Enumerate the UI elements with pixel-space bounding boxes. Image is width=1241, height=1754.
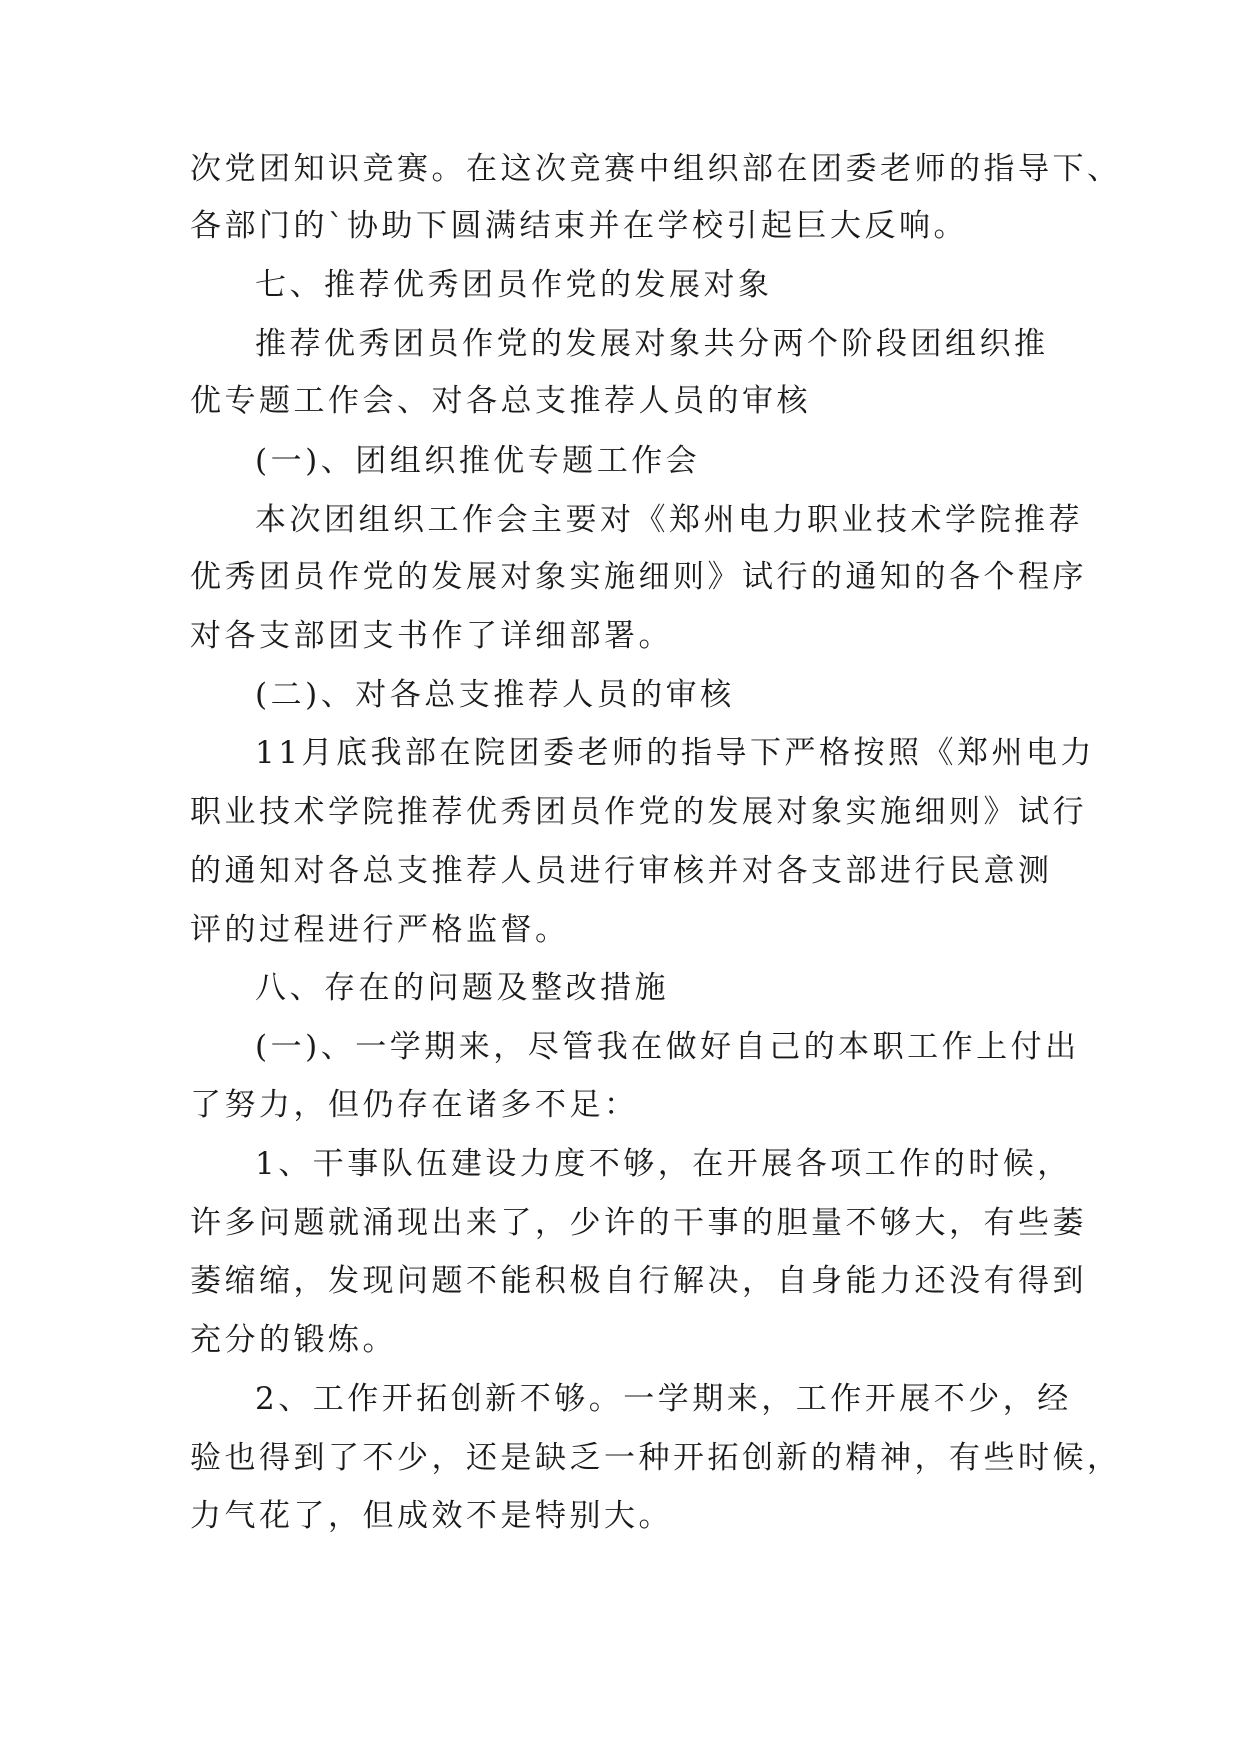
text-line: (一)、一学期来，尽管我在做好自己的本职工作上付出 [255,1029,1080,1065]
text-line: 职业技术学院推荐优秀团员作党的发展对象实施细则》试行 [190,794,1087,830]
text-line: 对各支部团支书作了详细部署。 [190,618,673,654]
section-heading: 七、推荐优秀团员作党的发展对象 [255,267,773,303]
text-line: 了努力，但仍存在诸多不足： [190,1087,639,1123]
text-line: 次党团知识竞赛。在这次竞赛中组织部在团委老师的指导下、 [190,151,1122,187]
text-line: 评的过程进行严格监督。 [190,912,570,948]
subsection-heading: (二)、对各总支推荐人员的审核 [255,677,735,713]
section-heading: 八、存在的问题及整改措施 [255,970,669,1006]
text-line: 的通知对各总支推荐人员进行审核并对各支部进行民意测 [190,853,1053,889]
text-line: 11月底我部在院团委老师的指导下严格按照《郑州电力 [255,735,1095,771]
text-line: 力气花了，但成效不是特别大。 [190,1498,673,1534]
text-line: 萎缩缩，发现问题不能积极自行解决，自身能力还没有得到 [190,1263,1087,1299]
subsection-heading: (一)、团组织推优专题工作会 [255,443,701,479]
text-line: 本次团组织工作会主要对《郑州电力职业技术学院推荐 [255,502,1083,538]
text-line: 优秀团员作党的发展对象实施细则》试行的通知的各个程序 [190,559,1087,595]
text-line: 许多问题就涌现出来了，少许的干事的胆量不够大，有些萎 [190,1205,1087,1241]
text-line: 优专题工作会、对各总支推荐人员的审核 [190,383,811,419]
text-line: 充分的锻炼。 [190,1322,397,1358]
text-line: 推荐优秀团员作党的发展对象共分两个阶段团组织推 [255,326,1049,362]
text-line: 2、工作开拓创新不够。一学期来，工作开展不少，经 [255,1381,1072,1417]
text-line: 1、干事队伍建设力度不够，在开展各项工作的时候， [255,1146,1072,1182]
text-line: 各部门的`协助下圆满结束并在学校引起巨大反响。 [190,208,968,244]
text-line: 验也得到了不少，还是缺乏一种开拓创新的精神，有些时候， [190,1440,1122,1476]
